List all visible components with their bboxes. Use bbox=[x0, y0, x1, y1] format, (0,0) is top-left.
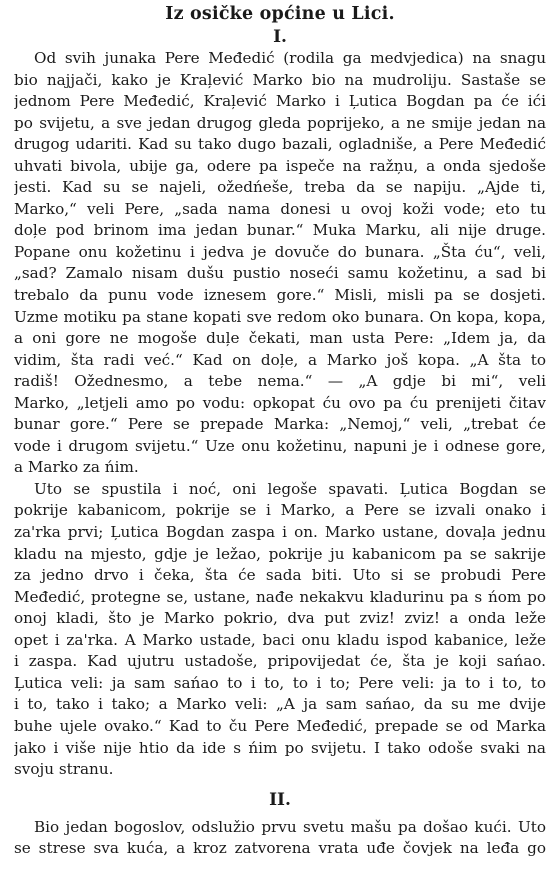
text-line: doļe pod brinom ima jedan bunar.“ Muka Marku, ali nije druge. bbox=[14, 221, 546, 240]
text-line: Popane onu kožetinu i jedva je dovuče do bunara. „Šta ću“, veli, bbox=[14, 242, 546, 261]
text-line: za'rka prvi; Ļutica Bogdan zaspa i on. Marko ustane, dovaļa jednu bbox=[14, 523, 546, 542]
section-heading-1: I. bbox=[273, 27, 287, 47]
text-line: Bio jedan bogoslov, odslužio prvu svetu mašu pa došao kući. Uto bbox=[34, 817, 546, 836]
section-2-paragraph-1 bbox=[14, 817, 546, 860]
text-line: opet i za'rka. A Marko ustade, baci onu kladu ispod kabanice, leže bbox=[14, 630, 546, 649]
text-line: bio najjači, kako je Kraļević Marko bio na mudroliju. Sastaše se bbox=[14, 70, 546, 89]
text-line: Međedić, protegne se, ustane, nađe nekakvu kladurinu pa s ńom po bbox=[14, 587, 546, 606]
text-line: trebalo da punu vode iznesem gore.“ Misli, misli pa se dosjeti. bbox=[14, 286, 546, 305]
page-title: Iz osičke općine u Lici. bbox=[165, 4, 395, 24]
text-line: uhvati bivola, ubije ga, odere pa ispeče na ražņu, a onda sjedoše bbox=[14, 156, 546, 175]
text-line: Uto se spustila i noć, oni legoše spavati. Ļutica Bogdan se bbox=[34, 479, 546, 498]
text-line: onoj kladi, što je Marko pokrio, dva put zviz! zviz! a onda leže bbox=[14, 609, 546, 628]
text-line: i to, tako i tako; a Marko veli: „A ja sam sańao, da su me dvije bbox=[14, 695, 546, 714]
text-line: Marko,“ veli Pere, „sada nama donesi u ovoj koži vode; eto tu bbox=[14, 199, 546, 218]
text-line: drugog udariti. Kad su tako dugo bazali, ogladniše, a Pere Međedić bbox=[14, 135, 546, 154]
text-line: a Marko za ńim. bbox=[14, 458, 139, 477]
text-line: Ļutica veli: ja sam sańao to i to, to i to; Pere veli: ja to i to, to bbox=[14, 673, 546, 692]
section-heading-2: II. bbox=[269, 789, 291, 810]
text-line: i zaspa. Kad ujutru ustadoše, pripovijedat će, šta je koji sańao. bbox=[14, 652, 546, 671]
text-line: a oni gore ne mogoše duļe čekati, man usta Pere: „Idem ja, da bbox=[14, 329, 546, 348]
text-line: Od svih junaka Pere Međedić (rodila ga medvjedica) na snagu bbox=[34, 49, 546, 67]
text-line: Marko, „letjeli amo po vodu: opkopat ću ovo pa ću prenijeti čitav bbox=[14, 393, 546, 412]
text-line: bunar gore.“ Pere se prepade Marka: „Nemoj,“ veli, „trebat će bbox=[14, 415, 546, 434]
text-line: „sad? Zamalo nisam dušu pustio noseći samu kožetinu, a sad bi bbox=[14, 264, 546, 283]
text-line: vidim, šta radi već.“ Kad on doļe, a Marko još kopa. „A šta to bbox=[14, 350, 546, 369]
text-line: svoju stranu. bbox=[14, 760, 114, 779]
text-line: vode i drugom svijetu.“ Uze onu kožetinu, napuni je i odnese gore, bbox=[14, 436, 546, 455]
text-line: jesti. Kad su se najeli, ožedńeše, treba da se napiju. „Ajde ti, bbox=[14, 178, 546, 197]
text-line: se strese sva kuća, a kroz zatvorena vrata uđe čovjek na leđa go bbox=[14, 839, 546, 858]
text-line: buhe ujele ovako.“ Kad to ču Pere Međedić, prepade se od Marka bbox=[14, 716, 546, 735]
text-line: po svijetu, a sve jedan drugog gleda poprijeko, a ne smije jedan na bbox=[14, 113, 546, 132]
text-line: Uzme motiku pa stane kopati sve redom oko bunara. On kopa, kopa, bbox=[14, 307, 546, 326]
text-line: pokrije kabanicom, pokrije se i Marko, a Pere se izvali onako i bbox=[14, 501, 546, 520]
text-line: za jedno drvo i čeka, šta će sada biti. Uto si se probudi Pere bbox=[14, 566, 546, 585]
text-line: kladu na mjesto, gdje je ležao, pokrije ju kabanicom pa se sakrije bbox=[14, 544, 546, 563]
text-line: jednom Pere Međedić, Kraļević Marko i Ļutica Bogdan pa će ići bbox=[14, 92, 546, 111]
text-line: jako i više nije htio da ide s ńim po svijetu. I tako odoše svaki na bbox=[14, 738, 546, 757]
text-line: radiš! Ožednesmo, a tebe nema.“ — „A gdje bi mi“, veli bbox=[14, 372, 546, 391]
section-1-paragraph-1 bbox=[14, 48, 546, 479]
section-1-paragraph-2 bbox=[14, 479, 546, 781]
